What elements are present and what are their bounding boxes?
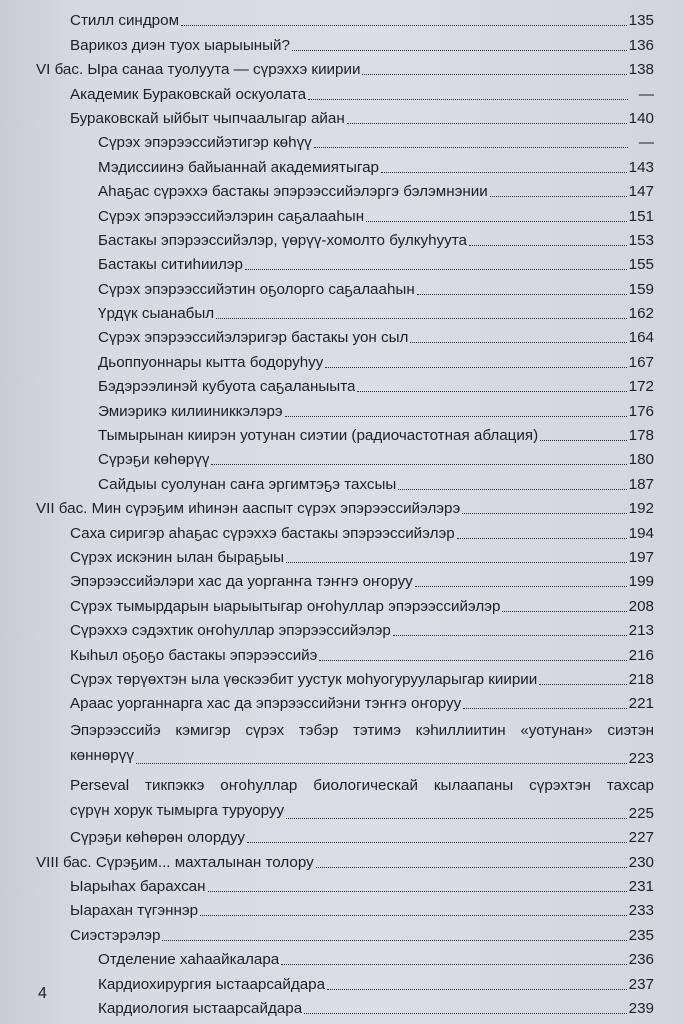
toc-entry-page: 180 xyxy=(628,451,654,469)
toc-entry xyxy=(0,920,684,944)
dot-leader xyxy=(292,50,627,51)
toc-entry-title: Эпэрээссийэ кэмигэр сүрэх тэбэр тэтимэ кэһиллиитин «уотунан» сиэтэн xyxy=(70,722,654,740)
dot-leader xyxy=(286,562,627,563)
toc-entry-page: 194 xyxy=(628,524,654,542)
toc-entry xyxy=(0,152,684,176)
toc-entry-page: 192 xyxy=(628,500,654,518)
dot-leader xyxy=(540,440,627,441)
toc-entry xyxy=(0,591,684,615)
toc-entry-page: 162 xyxy=(628,305,654,323)
dot-leader xyxy=(216,318,627,319)
toc-entry-title: Бастакы ситиһиилэр xyxy=(98,256,244,274)
toc-entry-title: Варикоз диэн туох ыарыыный? xyxy=(70,36,290,54)
toc-chapter xyxy=(0,494,684,518)
dot-leader xyxy=(490,196,627,197)
dot-leader xyxy=(347,123,627,124)
toc-entry-title: Отделение хаһаайкалара xyxy=(98,951,280,969)
toc-entry-page: 164 xyxy=(628,329,654,347)
toc-entry-page: 221 xyxy=(628,695,654,713)
toc-entry xyxy=(0,323,684,347)
dot-leader xyxy=(469,245,627,246)
toc-entry-continuation xyxy=(70,744,654,768)
toc-chapter xyxy=(0,847,684,871)
toc-entry-title: Сиэстэрэлэр xyxy=(70,926,161,944)
toc-entry-title: VI бас. Ыра санаа туолуута — сүрэххэ киирии xyxy=(36,61,361,79)
toc-entry-page: 225 xyxy=(628,804,654,822)
toc-entry xyxy=(0,30,684,54)
toc-entry xyxy=(0,104,684,128)
toc-entry xyxy=(0,616,684,640)
toc-entry xyxy=(0,372,684,396)
toc-entry xyxy=(0,299,684,323)
toc-entry-title: Академик Бураковскай оскуолата xyxy=(70,85,307,103)
dot-leader xyxy=(286,818,627,819)
toc-entry-title: Сүрэх эпэрээссийэтигэр көһүү xyxy=(98,134,312,152)
toc-entry-title: Сүрэх искэнин ылан быраҕыы xyxy=(70,548,285,566)
toc-entry xyxy=(0,823,684,847)
toc-entry-title: Дьоппуоннары кытта бодоруһуу xyxy=(98,353,324,371)
toc-entry xyxy=(0,250,684,274)
dot-leader xyxy=(410,342,626,343)
dot-leader xyxy=(208,891,627,892)
dot-leader xyxy=(457,538,627,539)
toc-entry-title: Тымырынан киирэн уотунан сиэтии (радиочастотная аблация) xyxy=(98,427,539,445)
dot-leader xyxy=(502,611,626,612)
dot-leader xyxy=(281,964,626,965)
toc-entry-title: Бэдэрээлинэй кубуота саҕаланыыта xyxy=(98,378,356,396)
toc-entry-title: Сүрэххэ сэдэхтик оҥоһуллар эпэрээссийэлэр xyxy=(70,622,391,640)
toc-entry-page: 143 xyxy=(628,158,654,176)
toc-entry xyxy=(0,177,684,201)
dot-leader xyxy=(366,221,627,222)
toc-entry-page: 187 xyxy=(628,475,654,493)
toc-entry-title: Кардиология ыстаарсайдара xyxy=(98,1000,303,1018)
toc-entry xyxy=(0,421,684,445)
toc-entry-title: Кардиохирургия ыстаарсайдара xyxy=(98,975,326,993)
dot-leader xyxy=(136,763,627,764)
toc-entry xyxy=(0,445,684,469)
toc-entry xyxy=(0,79,684,103)
toc-entry-title: Араас уорганнарга хас да эпэрээссийэни тэҥҥэ оҥоруу xyxy=(70,695,462,713)
dot-leader xyxy=(308,99,628,100)
toc-entry xyxy=(0,768,684,823)
toc-entry-title: Ыарахан түгэннэр xyxy=(70,902,199,920)
toc-entry xyxy=(0,713,684,768)
toc-entry-title: VII бас. Мин сүрэҕим иһинэн ааспыт сүрэх эпэрээссийэлэрэ xyxy=(36,500,461,518)
toc-entry-page: 178 xyxy=(628,427,654,445)
toc-entry-title: Стилл синдром xyxy=(70,12,180,30)
toc-entry-title: Бастакы эпэрээссийэлэр, үөрүү-хомолто булкуһуута xyxy=(98,231,467,249)
toc-entry xyxy=(0,665,684,689)
dot-leader xyxy=(325,367,626,368)
toc-entry-page: 172 xyxy=(628,378,654,396)
toc-entry-title: Кыһыл оҕоҕо бастакы эпэрээссийэ xyxy=(70,646,318,664)
toc-entry-page: 136 xyxy=(628,36,654,54)
toc-entry-page: 147 xyxy=(628,183,654,201)
dot-leader xyxy=(463,708,626,709)
toc-entry-title: Аһаҕас сүрэххэ бастакы эпэрээссийэлэргэ бэлэмнэнии xyxy=(98,183,488,201)
toc-entry-continuation xyxy=(70,799,654,823)
dot-leader xyxy=(362,74,626,75)
toc-entry xyxy=(0,6,684,30)
toc-entry-page: 208 xyxy=(628,597,654,615)
toc-entry xyxy=(0,469,684,493)
toc-entry-title-continued: сүрүн хорук тымырга туруоруу xyxy=(70,801,285,819)
toc-entry xyxy=(0,872,684,896)
toc-entry-page: 140 xyxy=(628,109,654,127)
toc-entry-page: 159 xyxy=(628,280,654,298)
toc-entry-page: 223 xyxy=(628,750,654,768)
toc-entry-page: 233 xyxy=(628,902,654,920)
toc-entry-page: 239 xyxy=(628,1000,654,1018)
dot-leader xyxy=(200,915,627,916)
dot-leader xyxy=(181,25,627,26)
toc-entry-title: Perseval тикпэккэ оҥоһуллар биологическай кылаапаны сүрэхтэн тахсар xyxy=(70,777,654,795)
toc-entry-page: 231 xyxy=(628,878,654,896)
toc-entry-title: Сүрэх эпэрээссийэтин оҕолорго саҕалааһын xyxy=(98,280,415,298)
toc-entry xyxy=(0,969,684,993)
toc-entry-page: 138 xyxy=(628,61,654,79)
toc-entry xyxy=(0,689,684,713)
toc-entry-page: 236 xyxy=(628,951,654,969)
toc-entry-title: Саха сиригэр аһаҕас сүрэххэ бастакы эпэрээссийэлэр xyxy=(70,524,455,542)
toc-entry-title: Үрдүк сыанабыл xyxy=(98,305,215,323)
dot-leader xyxy=(319,660,626,661)
toc-entry xyxy=(0,201,684,225)
dot-leader xyxy=(462,513,626,514)
toc-entry-page: 213 xyxy=(628,622,654,640)
toc-entry-page: 227 xyxy=(628,829,654,847)
toc-entry-title-continued: көннөрүү xyxy=(70,746,134,764)
toc-entry-page: 197 xyxy=(628,548,654,566)
toc-entry xyxy=(0,396,684,420)
toc-entry-page: 235 xyxy=(628,926,654,944)
table-of-contents xyxy=(0,6,684,1018)
dot-leader xyxy=(162,940,626,941)
toc-entry-page: — xyxy=(638,85,654,103)
toc-entry-page: — xyxy=(638,134,654,152)
toc-entry-title: Бураковскай ыйбыт чыпчаалыгар айан xyxy=(70,109,345,127)
toc-entry-page: 199 xyxy=(628,573,654,591)
dot-leader xyxy=(539,684,626,685)
toc-entry-title: Эпэрээссийэлэри хас да уорганҥа тэҥҥэ оҥоруу xyxy=(70,573,413,591)
dot-leader xyxy=(316,867,627,868)
toc-entry-page: 237 xyxy=(628,975,654,993)
dot-leader xyxy=(327,989,627,990)
toc-entry-page: 176 xyxy=(628,402,654,420)
toc-entry-title: Сүрэҕи көһөрүү xyxy=(98,451,210,469)
toc-entry-title: Сүрэх төрүөхтэн ыла үөскээбит уустук моһуогурууларыгар киирии xyxy=(70,670,538,688)
toc-entry xyxy=(0,945,684,969)
toc-entry xyxy=(0,226,684,250)
toc-entry xyxy=(0,640,684,664)
toc-entry-page: 153 xyxy=(628,231,654,249)
toc-entry-title: Сүрэх эпэрээссийэлэрин саҕалааһын xyxy=(98,207,365,225)
toc-entry-page: 155 xyxy=(628,256,654,274)
toc-entry-title: VIII бас. Сүрэҕим... махталынан толору xyxy=(36,853,314,871)
toc-entry xyxy=(0,274,684,298)
toc-entry-title: Ыарыһах барахсан xyxy=(70,878,206,896)
toc-entry-page: 151 xyxy=(628,207,654,225)
toc-entry-page: 218 xyxy=(628,670,654,688)
dot-leader xyxy=(417,294,627,295)
toc-entry-page: 167 xyxy=(628,353,654,371)
dot-leader xyxy=(415,586,627,587)
toc-entry xyxy=(0,347,684,371)
toc-entry-title: Эмиэрикэ килииниккэлэрэ xyxy=(98,402,283,420)
toc-entry xyxy=(0,994,684,1018)
toc-entry xyxy=(0,567,684,591)
dot-leader xyxy=(247,842,627,843)
dot-leader xyxy=(314,147,628,148)
toc-entry xyxy=(0,518,684,542)
toc-entry-title: Сүрэҕи көһөрөн олордуу xyxy=(70,829,246,847)
dot-leader xyxy=(304,1013,627,1014)
dot-leader xyxy=(211,464,626,465)
toc-entry xyxy=(0,896,684,920)
dot-leader xyxy=(393,635,627,636)
toc-entry-page: 135 xyxy=(628,12,654,30)
dot-leader xyxy=(285,416,627,417)
page-number: 4 xyxy=(38,985,47,1002)
toc-entry-page: 216 xyxy=(628,646,654,664)
toc-chapter xyxy=(0,55,684,79)
toc-entry xyxy=(0,128,684,152)
toc-entry-title: Сайдыы суолунан саҥа эргимтэҕэ тахсыы xyxy=(98,475,397,493)
dot-leader xyxy=(357,391,626,392)
dot-leader xyxy=(245,269,627,270)
toc-entry xyxy=(0,543,684,567)
toc-entry-title: Сүрэх тымырдарын ыарыытыгар оҥоһуллар эпэрээссийэлэр xyxy=(70,597,501,615)
dot-leader xyxy=(398,489,626,490)
toc-entry-page: 230 xyxy=(628,853,654,871)
dot-leader xyxy=(381,172,627,173)
toc-entry-title: Мэдиссиинэ байыаннай академиятыгар xyxy=(98,158,379,176)
toc-entry-title: Сүрэх эпэрээссийэлэригэр бастакы уон сыл xyxy=(98,329,409,347)
